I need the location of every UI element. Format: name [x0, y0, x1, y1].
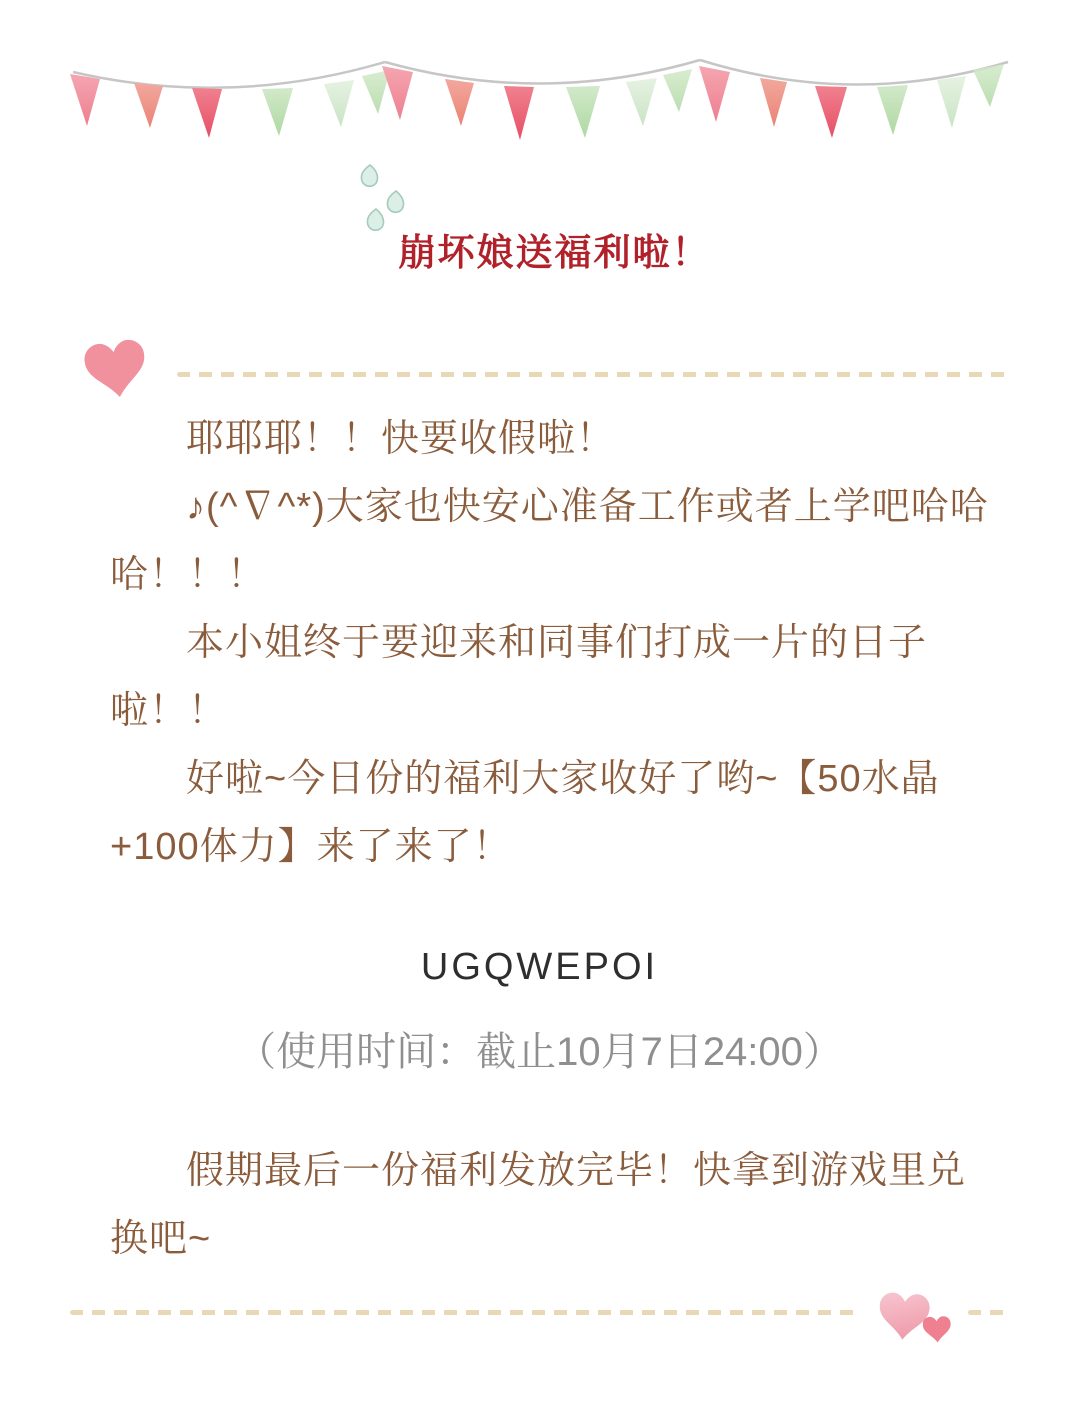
bunting-decoration [0, 0, 1079, 160]
dash-divider [177, 372, 1007, 377]
text-line: 啦！！ [110, 690, 228, 732]
text-line: 耶耶耶！！快要收假啦！ [186, 418, 616, 460]
page-title: 崩坏娘送福利啦！ [398, 232, 711, 273]
text-line: ♪(^∇^*)大家也快安心准备工作或者上学吧哈哈 [186, 486, 989, 528]
heart-icon [922, 1315, 951, 1343]
dash-divider [70, 1310, 858, 1315]
dash-divider [968, 1310, 1012, 1315]
redemption-code: UGQWEPOI [420, 946, 659, 988]
validity-period: （使用时间：截止10月7日24:00） [236, 1030, 843, 1074]
text-line: +100体力】来了来了！ [110, 826, 512, 868]
text-line: 哈！！！ [110, 554, 267, 596]
text-line: 本小姐终于要迎来和同事们打成一片的日子 [186, 622, 928, 664]
body-text [110, 405, 990, 881]
outro-text [110, 1137, 990, 1273]
text-line: 好啦~今日份的福利大家收好了哟~【50水晶 [186, 758, 940, 800]
text-line: 假期最后一份福利发放完毕！快拿到游戏里兑 [186, 1150, 967, 1192]
text-line: 换吧~ [110, 1218, 212, 1260]
heart-icon [82, 337, 149, 402]
